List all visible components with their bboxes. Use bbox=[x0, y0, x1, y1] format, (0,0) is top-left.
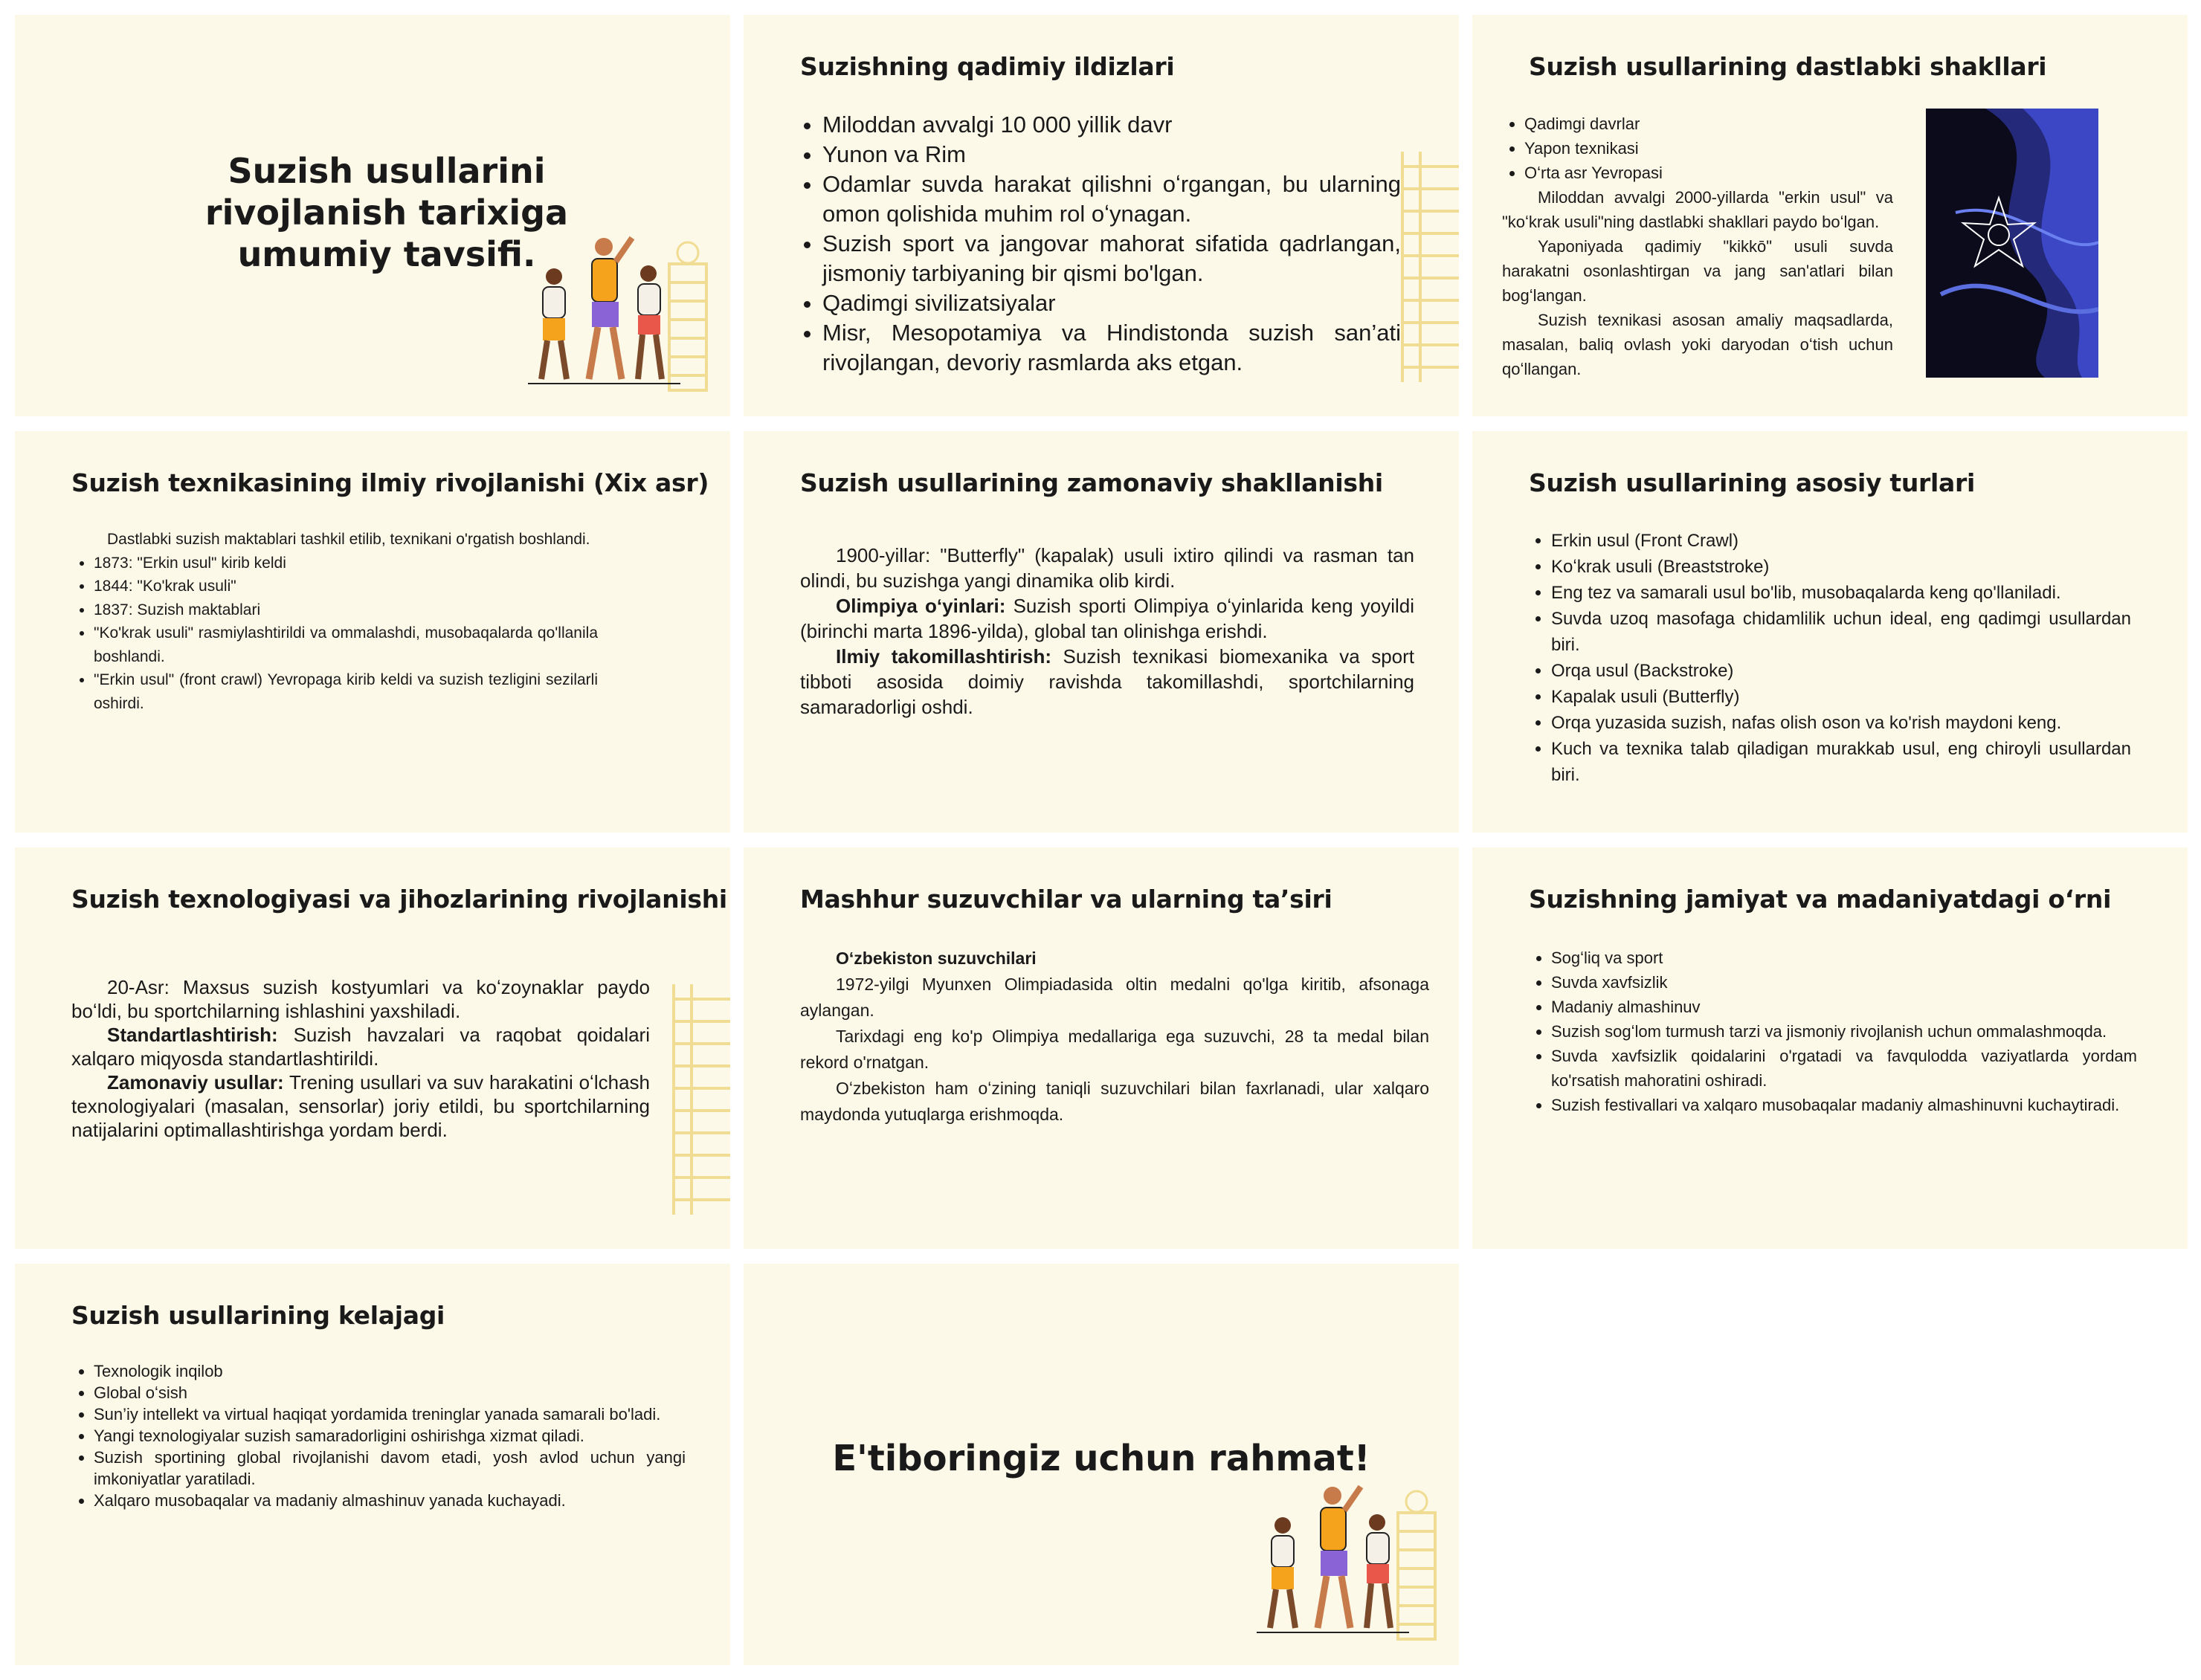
slide-body bbox=[800, 110, 1401, 378]
list-item: • Suzish festivallari va xalqaro musobaqalar madaniy almashinuvni kuchaytiradi. bbox=[1551, 1093, 2137, 1117]
list-item: • "Erkin usul" (front crawl) Yevropaga kirib keldi va suzish tezligini sezilarli oshirdi. bbox=[94, 668, 598, 715]
bullet-list bbox=[71, 1360, 686, 1511]
slide-title: Suzish texnologiyasi va jihozlarining rivojlanishi bbox=[71, 885, 727, 914]
slide-4-scientific-development bbox=[15, 431, 730, 833]
abstract-wave-artwork bbox=[1926, 109, 2098, 378]
exercising-people-illustration bbox=[1249, 1479, 1443, 1643]
slide-9-society-culture bbox=[1472, 847, 2188, 1249]
list-item: • Oʻrta asr Yevropasi bbox=[1524, 161, 1893, 185]
list-item: • Misr, Mesopotamiya va Hindistonda suzish san’ati rivojlangan, devoriy rasmlarda aks etgan. bbox=[822, 318, 1401, 378]
list-item: • Suzish sportining global rivojlanishi davom etadi, yosh avlod uchun yangi imkoniyatlar yaratiladi. bbox=[94, 1447, 686, 1490]
slide-2-ancient-roots bbox=[744, 15, 1459, 416]
list-item: • Sun’iy intellekt va virtual haqiqat yordamida treninglar yanada samarali bo'ladi. bbox=[94, 1403, 686, 1425]
list-item: • Yangi texnologiyalar suzish samaradorligini oshirishga xizmat qiladi. bbox=[94, 1425, 686, 1447]
slide-body bbox=[1529, 946, 2137, 1117]
slide-title: Suzishning jamiyat va madaniyatdagi oʻrni bbox=[1529, 885, 2112, 914]
paragraph-text: Trening usullari va suv harakatini oʻlchash texnologiyalari (masalan, sensorlar) joriy etildi, bu sportchilarning natijalarini optimallashtirishga yordam berdi. bbox=[71, 1071, 650, 1141]
bullet-list bbox=[1529, 528, 2131, 788]
paragraph bbox=[71, 1023, 650, 1070]
paragraph-label: Zamonaviy usullar: bbox=[107, 1071, 284, 1093]
slide-1-title bbox=[15, 15, 730, 416]
slide-3-early-forms bbox=[1472, 15, 2188, 416]
list-item: • Qadimgi davrlar bbox=[1524, 112, 1893, 136]
presentation-title: Suzish usullarini rivojlanish tarixiga umumiy tavsifi. bbox=[204, 151, 569, 274]
paragraph-label: Ilmiy takomillashtirish: bbox=[836, 645, 1052, 668]
slide-body bbox=[71, 1360, 686, 1511]
list-item: • Orqa usul (Backstroke) bbox=[1551, 658, 2131, 684]
subheading: Oʻzbekiston suzuvchilari bbox=[836, 949, 1037, 968]
intro-paragraph: Dastlabki suzish maktablari tashkil etilib, texnikani o'rgatish boshlandi. bbox=[107, 531, 590, 548]
bullet-list bbox=[1529, 946, 2137, 1117]
list-item: • Global oʻsish bbox=[94, 1382, 686, 1403]
paragraph: Suzish texnikasi asosan amaliy maqsadlarda, masalan, baliq ovlash yoki daryodan oʻtish uchun qoʻllangan. bbox=[1502, 311, 1893, 378]
list-item: • Suvda xavfsizlik qoidalarini o'rgatadi va favqulodda vaziyatlarda yordam ko'rsatish mahoratini oshiradi. bbox=[1551, 1044, 2137, 1093]
paragraph-text: Suzish sporti Olimpiya oʻyinlarida keng yoyildi (birinchi marta 1896-yilda), global tan olinishga erishdi. bbox=[800, 595, 1414, 642]
ladder-decoration bbox=[1398, 152, 1459, 382]
list-item: • "Ko'krak usuli" rasmiylashtirildi va ommalashdi, musobaqalarda qo'llanila boshlandi. bbox=[94, 621, 598, 668]
slide-title: Mashhur suzuvchilar va ularning ta’siri bbox=[800, 885, 1332, 914]
paragraph-label: Standartlashtirish: bbox=[107, 1024, 278, 1046]
slide-body bbox=[800, 946, 1429, 1128]
paragraph bbox=[800, 593, 1414, 644]
thank-you-title: E'tiboringiz uchun rahmat! bbox=[832, 1438, 1370, 1479]
slide-body bbox=[1502, 112, 1893, 381]
slide-11-thank-you bbox=[744, 1264, 1459, 1665]
list-item: • Suzish sport va jangovar mahorat sifatida qadrlangan, jismoniy tarbiyaning bir qismi bo'lgan. bbox=[822, 229, 1401, 288]
list-item: • Suvda uzoq masofaga chidamlilik uchun ideal, eng qadimgi usullardan biri. bbox=[1551, 606, 2131, 658]
slide-title: Suzish usullarining kelajagi bbox=[71, 1301, 445, 1330]
slide-10-future bbox=[15, 1264, 730, 1665]
paragraph: 1972-yilgi Myunxen Olimpiadasida oltin medalni qo'lga kiritib, afsonaga aylangan. bbox=[800, 975, 1429, 1020]
slide-body bbox=[71, 975, 650, 1142]
paragraph bbox=[800, 644, 1414, 720]
ladder-decoration bbox=[669, 984, 730, 1215]
slide-7-technology-equipment bbox=[15, 847, 730, 1249]
list-item: • Erkin usul (Front Crawl) bbox=[1551, 528, 2131, 554]
list-item: • Orqa yuzasida suzish, nafas olish oson va ko'rish maydoni keng. bbox=[1551, 710, 2131, 736]
exercising-people-illustration bbox=[521, 230, 714, 394]
slide-body bbox=[800, 543, 1414, 720]
list-item: • Koʻkrak usuli (Breaststroke) bbox=[1551, 554, 2131, 580]
slide-body bbox=[71, 528, 598, 715]
paragraph-text: Suzish havzalari va raqobat qoidalari xalqaro miqyosda standartlashtirildi. bbox=[71, 1024, 650, 1070]
slide-title: Suzish usullarining dastlabki shakllari bbox=[1529, 52, 2047, 81]
paragraph: Oʻzbekiston ham oʻzining taniqli suzuvchilari bilan faxrlanadi, ular xalqaro maydonda yutuqlarga erishmoqda. bbox=[800, 1079, 1429, 1124]
list-item: • 1873: "Erkin usul" kirib keldi bbox=[94, 552, 598, 575]
paragraph: 1900-yillar: "Butterfly" (kapalak) usuli ixtiro qilindi va rasman tan olindi, bu suzishga yangi dinamika olib kirdi. bbox=[800, 544, 1414, 592]
paragraph: Yaponiyada qadimiy "kikkō" usuli suvda harakatni osonlashtirgan va jang san'atlari bilan bogʻlangan. bbox=[1502, 237, 1893, 305]
list-item: • Eng tez va samarali usul bo'lib, musobaqalarda keng qo'llaniladi. bbox=[1551, 580, 2131, 606]
paragraph: Miloddan avvalgi 2000-yillarda "erkin usul" va "koʻkrak usuli"ning dastlabki shakllari paydo boʻlgan. bbox=[1502, 188, 1893, 231]
list-item: • Madaniy almashinuv bbox=[1551, 995, 2137, 1019]
slide-title: Suzish usullarining zamonaviy shakllanishi bbox=[800, 468, 1383, 497]
list-item: • Xalqaro musobaqalar va madaniy almashinuv yanada kuchayadi. bbox=[94, 1490, 686, 1511]
list-item: • Miloddan avvalgi 10 000 yillik davr bbox=[822, 110, 1401, 140]
list-item: • Yunon va Rim bbox=[822, 140, 1401, 169]
bullet-list bbox=[1502, 112, 1893, 185]
list-item: • Texnologik inqilob bbox=[94, 1360, 686, 1382]
paragraph: 20-Asr: Maxsus suzish kostyumlari va koʻzoynaklar paydo boʻldi, bu sportchilarning ishlashini yaxshiladi. bbox=[71, 976, 650, 1022]
slide-title: Suzishning qadimiy ildizlari bbox=[800, 52, 1175, 81]
list-item: • Yapon texnikasi bbox=[1524, 136, 1893, 161]
slide-body bbox=[1529, 528, 2131, 788]
list-item: • Suvda xavfsizlik bbox=[1551, 970, 2137, 995]
paragraph-label: Olimpiya oʻyinlari: bbox=[836, 595, 1006, 617]
list-item: • Suzish sogʻlom turmush tarzi va jismoniy rivojlanish uchun ommalashmoqda. bbox=[1551, 1019, 2137, 1044]
list-item: • Sogʻliq va sport bbox=[1551, 946, 2137, 970]
bullet-list bbox=[800, 110, 1401, 378]
paragraph bbox=[71, 1070, 650, 1142]
list-item: • 1844: "Ko'krak usuli" bbox=[94, 575, 598, 598]
paragraph-text: Suzish texnikasi biomexanika va sport tibboti asosida doimiy ravishda takomillashdi, sportchilarning samaradorligi oshdi. bbox=[800, 645, 1414, 718]
paragraph: Tarixdagi eng ko'p Olimpiya medallariga ega suzuvchi, 28 ta medal bilan rekord o'rnatgan. bbox=[800, 1027, 1429, 1072]
list-item: • Odamlar suvda harakat qilishni oʻrgangan, bu ularning omon qolishida muhim rol oʻynagan. bbox=[822, 169, 1401, 229]
list-item: • Kapalak usuli (Butterfly) bbox=[1551, 684, 2131, 710]
slide-8-famous-swimmers bbox=[744, 847, 1459, 1249]
list-item: • 1837: Suzish maktablari bbox=[94, 598, 598, 622]
slide-title: Suzish texnikasining ilmiy rivojlanishi (Xix asr) bbox=[71, 468, 709, 497]
list-item: • Kuch va texnika talab qiladigan murakkab usul, eng chiroyli usullardan biri. bbox=[1551, 736, 2131, 788]
slide-title: Suzish usullarining asosiy turlari bbox=[1529, 468, 1975, 497]
list-item: • Qadimgi sivilizatsiyalar bbox=[822, 288, 1401, 318]
slide-5-modern-formation bbox=[744, 431, 1459, 833]
bullet-list bbox=[71, 552, 598, 716]
slide-6-main-types bbox=[1472, 431, 2188, 833]
